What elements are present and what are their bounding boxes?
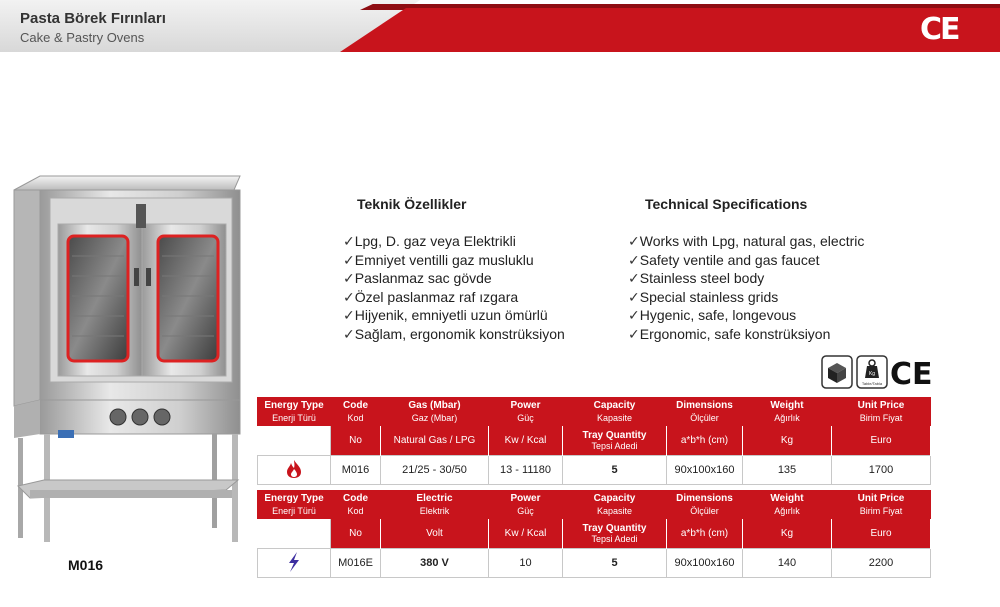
weight-cell: 135 bbox=[743, 456, 832, 485]
col-energy-type: Energy Type Enerji Türü bbox=[258, 491, 331, 519]
page-title-tr: Pasta Börek Fırınları bbox=[20, 10, 166, 27]
unit-cell: Kg bbox=[743, 426, 832, 456]
unit-cell: Tray Quantity Tepsi Adedi bbox=[563, 426, 667, 456]
col-capacity: Capacity Kapasite bbox=[563, 491, 667, 519]
table-header-row bbox=[258, 398, 931, 426]
unit-cell: Kw / Kcal bbox=[489, 426, 563, 456]
price-cell: 2200 bbox=[832, 549, 931, 578]
spec-item: ✓ Paslanmaz sac gövde bbox=[343, 269, 565, 288]
power-cell: 13 - 11180 bbox=[489, 456, 563, 485]
col-code: Code Kod bbox=[331, 491, 381, 519]
spec-table-gas bbox=[257, 397, 931, 485]
col-gas: Gas (Mbar) Gaz (Mbar) bbox=[381, 398, 489, 426]
unit-cell: Euro bbox=[832, 519, 931, 549]
spec-table-electric bbox=[257, 490, 931, 578]
energy-cell bbox=[258, 549, 331, 578]
lightning-icon bbox=[285, 551, 303, 573]
kg-label: Kg bbox=[868, 371, 876, 377]
unit-cell: Natural Gas / LPG bbox=[381, 426, 489, 456]
table-unit-row bbox=[258, 519, 931, 549]
page-header bbox=[0, 0, 1000, 52]
ce-mark: CE bbox=[890, 357, 933, 392]
col-power: Power Güç bbox=[489, 398, 563, 426]
unit-cell: No bbox=[331, 519, 381, 549]
spec-item: ✓ Safety ventile and gas faucet bbox=[628, 251, 864, 270]
spec-item: ✓ Lpg, D. gaz veya Elektrikli bbox=[343, 232, 565, 251]
table-header-row bbox=[258, 491, 931, 519]
dimensions-cell: 90x100x160 bbox=[667, 549, 743, 578]
unit-cell: Euro bbox=[832, 426, 931, 456]
box-icon bbox=[822, 356, 852, 388]
col-code: Code Kod bbox=[331, 398, 381, 426]
spec-item: ✓ Özel paslanmaz raf ızgara bbox=[343, 288, 565, 307]
spec-item: ✓ Works with Lpg, natural gas, electric bbox=[628, 232, 864, 251]
oven-image bbox=[0, 168, 260, 548]
col-dimensions: Dimensions Ölçüler bbox=[667, 491, 743, 519]
price-cell: 1700 bbox=[832, 456, 931, 485]
model-label: M016 bbox=[68, 557, 104, 573]
capacity-cell: 5 bbox=[563, 549, 667, 578]
col-electric: Electric Elektrik bbox=[381, 491, 489, 519]
spec-item: ✓ Hygenic, safe, longevous bbox=[628, 306, 864, 325]
col-weight: Weight Ağırlık bbox=[743, 491, 832, 519]
col-unit-price: Unit Price Birim Fiyat bbox=[832, 398, 931, 426]
spec-item: ✓ Special stainless grids bbox=[628, 288, 864, 307]
code-cell: M016 bbox=[331, 456, 381, 485]
unit-cell: Volt bbox=[381, 519, 489, 549]
unit-cell: Tray Quantity Tepsi Adedi bbox=[563, 519, 667, 549]
header-red-band bbox=[340, 8, 1000, 52]
ce-mark-header: CE bbox=[920, 12, 959, 47]
unit-cell: a*b*h (cm) bbox=[667, 519, 743, 549]
spec-item: ✓ Hijyenik, emniyetli uzun ömürlü bbox=[343, 306, 565, 325]
col-capacity: Capacity Kapasite bbox=[563, 398, 667, 426]
certification-icons bbox=[820, 352, 940, 392]
unit-cell: No bbox=[331, 426, 381, 456]
code-cell: M016E bbox=[331, 549, 381, 578]
weight-icon bbox=[857, 356, 887, 388]
weight-cell: 140 bbox=[743, 549, 832, 578]
table-row bbox=[258, 456, 931, 485]
energy-cell bbox=[258, 456, 331, 485]
spec-item: ✓ Emniyet ventilli gaz musluklu bbox=[343, 251, 565, 270]
table-label: Table/Tabla bbox=[861, 381, 883, 386]
col-dimensions: Dimensions Ölçüler bbox=[667, 398, 743, 426]
gas-cell: 21/25 - 30/50 bbox=[381, 456, 489, 485]
table-unit-row bbox=[258, 426, 931, 456]
unit-cell: Kg bbox=[743, 519, 832, 549]
col-energy-type: Energy Type Enerji Türü bbox=[258, 398, 331, 426]
spec-item: ✓ Stainless steel body bbox=[628, 269, 864, 288]
spec-item: ✓ Sağlam, ergonomik konstrüksiyon bbox=[343, 325, 565, 344]
specs-list-en bbox=[628, 232, 864, 344]
electric-cell: 380 V bbox=[381, 549, 489, 578]
flame-icon bbox=[285, 459, 303, 479]
specs-heading-tr: Teknik Özellikler bbox=[357, 196, 467, 212]
specs-heading-en: Technical Specifications bbox=[645, 196, 808, 212]
unit-cell: Kw / Kcal bbox=[489, 519, 563, 549]
capacity-cell: 5 bbox=[563, 456, 667, 485]
unit-cell: a*b*h (cm) bbox=[667, 426, 743, 456]
page-title-en: Cake & Pastry Ovens bbox=[20, 30, 145, 45]
specs-list-tr bbox=[343, 232, 565, 344]
col-power: Power Güç bbox=[489, 491, 563, 519]
col-weight: Weight Ağırlık bbox=[743, 398, 832, 426]
col-unit-price: Unit Price Birim Fiyat bbox=[832, 491, 931, 519]
power-cell: 10 bbox=[489, 549, 563, 578]
dimensions-cell: 90x100x160 bbox=[667, 456, 743, 485]
table-row bbox=[258, 549, 931, 578]
spec-item: ✓ Ergonomic, safe konstrüksiyon bbox=[628, 325, 864, 344]
